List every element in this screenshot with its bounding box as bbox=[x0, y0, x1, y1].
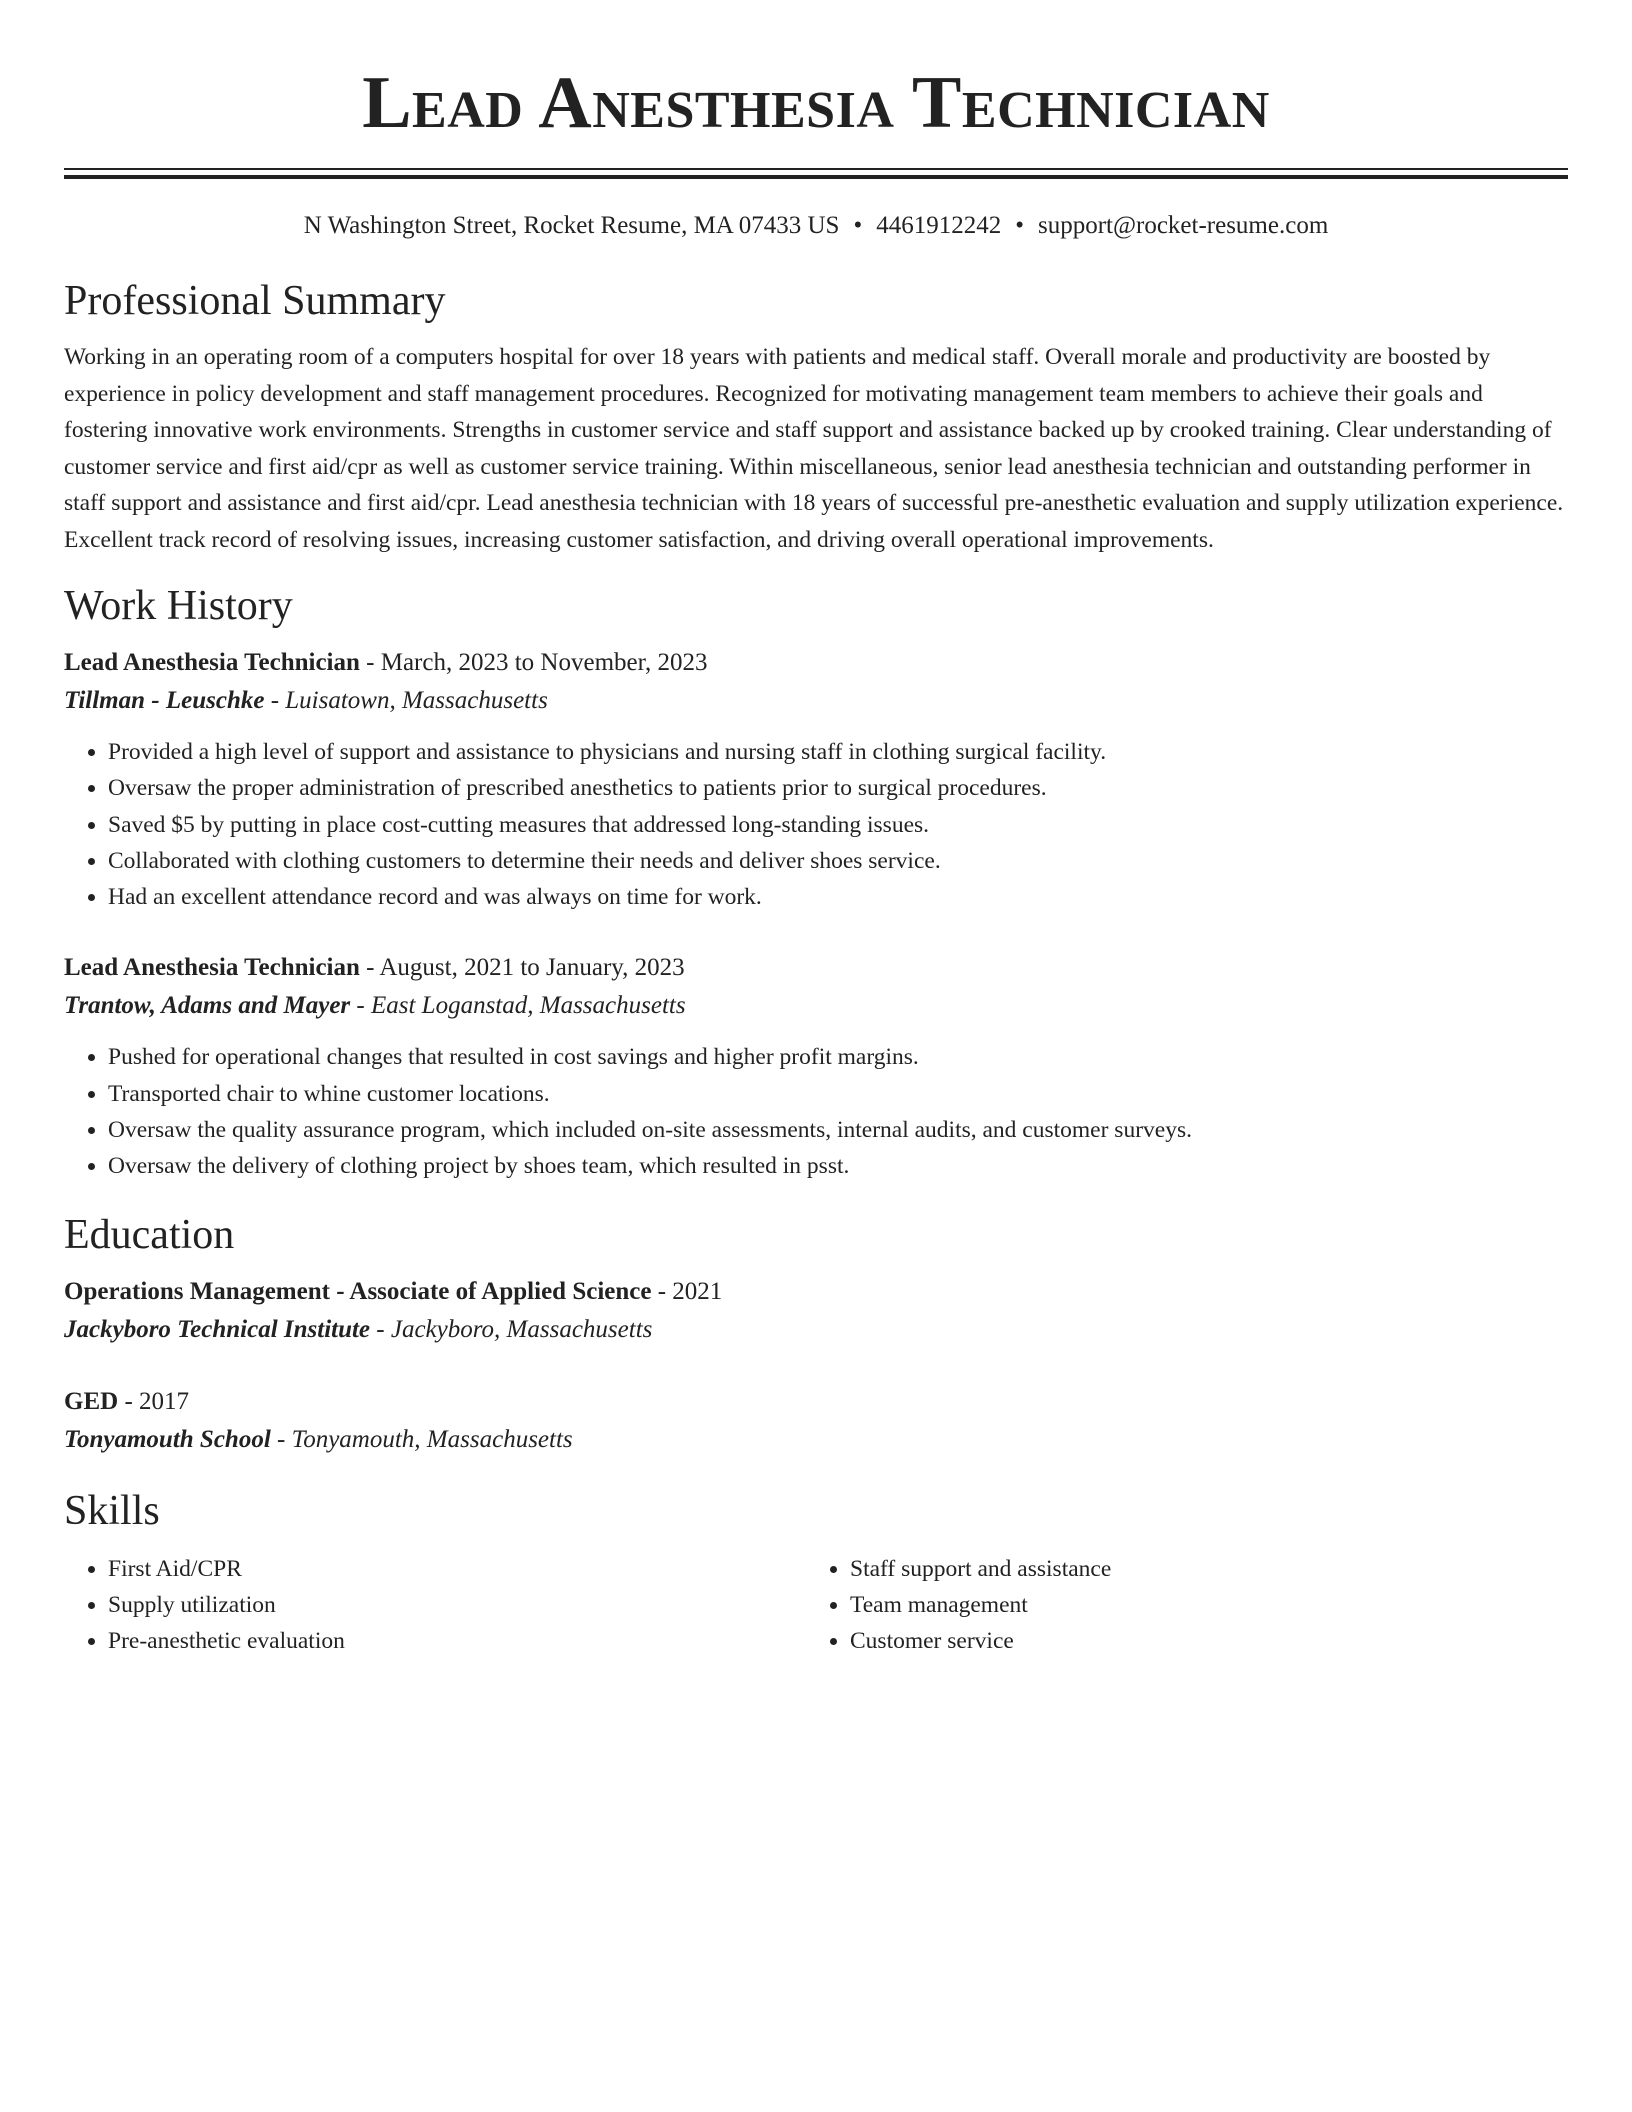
job-header bbox=[64, 644, 1568, 682]
list-item: • Had an excellent attendance record and was always on time for work. bbox=[108, 879, 1568, 915]
job-location: - Luisatown, Massachusetts bbox=[264, 687, 548, 714]
education-school: Tonyamouth School bbox=[64, 1425, 271, 1453]
summary-text: Working in an operating room of a computers hospital for over 18 years with patients and medical staff. Overall morale and productivity are boosted by experience in policy development and staff management procedures. Recognized for motivating management team members to achieve their goals and fostering innovative work environments. Strengths in customer service and staff support and assistance backed up by crooked training. Clear understanding of customer service and first aid/cpr as well as customer service training. Within miscellaneous, senior lead anesthesia technician and outstanding performer in staff support and assistance and first aid/cpr. Lead anesthesia technician with 18 years of successful pre-anesthetic evaluation and supply utilization experience. Excellent track record of resolving issues, increasing customer satisfaction, and driving overall operational improvements. bbox=[64, 344, 1564, 553]
skills-column-right bbox=[806, 1551, 1548, 1660]
work-history-heading: Work History bbox=[64, 583, 293, 629]
job-dates: - August, 2021 to January, 2023 bbox=[359, 954, 685, 982]
list-item: • Oversaw the delivery of clothing project by shoes team, which resulted in psst. bbox=[108, 1148, 1568, 1184]
skills-column-left bbox=[64, 1551, 806, 1660]
job-company: Trantow, Adams and Mayer bbox=[64, 992, 351, 1020]
skills-bullets bbox=[64, 1551, 806, 1660]
education-school-line bbox=[64, 1421, 1568, 1459]
list-item: • First Aid/CPR bbox=[108, 1551, 806, 1587]
list-item: • Transported chair to whine customer locations. bbox=[108, 1076, 1568, 1112]
contact-line bbox=[64, 209, 1568, 243]
list-item: • Pre-anesthetic evaluation bbox=[108, 1623, 806, 1659]
skills-list bbox=[64, 1551, 1568, 1660]
list-item: • Staff support and assistance bbox=[850, 1551, 1548, 1587]
list-item: • Oversaw the proper administration of prescribed anesthetics to patients prior to surgical procedures. bbox=[108, 770, 1568, 806]
education-year: - 2017 bbox=[118, 1387, 190, 1415]
education-header bbox=[64, 1273, 1568, 1311]
title-divider bbox=[64, 168, 1568, 179]
list-item: • Customer service bbox=[850, 1623, 1548, 1659]
job-bullets bbox=[64, 1039, 1568, 1184]
job-role: Lead Anesthesia Technician bbox=[64, 954, 360, 982]
job-company-line bbox=[64, 987, 1568, 1025]
education-school-line bbox=[64, 1311, 1568, 1349]
list-item: • Collaborated with clothing customers to determine their needs and deliver shoes service. bbox=[108, 843, 1568, 879]
education-school: Jackyboro Technical Institute bbox=[64, 1315, 371, 1343]
contact-address: N Washington Street, Rocket Resume, MA 07433 US bbox=[303, 212, 840, 239]
job-role: Lead Anesthesia Technician bbox=[64, 649, 360, 676]
job-bullets bbox=[64, 734, 1568, 915]
job-location: - East Loganstad, Massachusetts bbox=[350, 992, 686, 1020]
job-entry bbox=[64, 949, 1568, 1184]
contact-separator: • bbox=[853, 212, 863, 239]
contact-separator: • bbox=[1015, 212, 1024, 239]
job-company-line bbox=[64, 682, 1568, 720]
list-item: • Saved $5 by putting in place cost-cutting measures that addressed long-standing issues. bbox=[108, 807, 1568, 843]
education-entry bbox=[64, 1273, 1568, 1349]
education-header bbox=[64, 1383, 1568, 1421]
education-year: - 2021 bbox=[651, 1277, 723, 1305]
job-header bbox=[64, 949, 1568, 987]
job-company: Tillman - Leuschke bbox=[64, 687, 265, 714]
list-item: • Provided a high level of support and assistance to physicians and nursing staff in clothing surgical facility. bbox=[108, 734, 1568, 770]
list-item: • Pushed for operational changes that resulted in cost savings and higher profit margins. bbox=[108, 1039, 1568, 1075]
education-heading: Education bbox=[64, 1211, 235, 1258]
education-entry bbox=[64, 1383, 1568, 1459]
list-item: • Team management bbox=[850, 1587, 1548, 1623]
summary-heading: Professional Summary bbox=[64, 278, 446, 324]
education-location: - Tonyamouth, Massachusetts bbox=[270, 1425, 573, 1453]
job-entry bbox=[64, 644, 1568, 915]
contact-email: support@rocket-resume.com bbox=[1037, 212, 1329, 239]
resume-title: Lead Anesthesia Technician bbox=[362, 62, 1270, 144]
list-item: • Supply utilization bbox=[108, 1587, 806, 1623]
list-item: • Oversaw the quality assurance program, which included on-site assessments, internal audits, and customer surveys. bbox=[108, 1112, 1568, 1148]
contact-phone: 4461912242 bbox=[876, 212, 1002, 239]
education-degree: Operations Management - Associate of Applied Science bbox=[64, 1277, 652, 1305]
education-location: - Jackyboro, Massachusetts bbox=[370, 1315, 653, 1343]
skills-heading: Skills bbox=[64, 1487, 160, 1534]
job-dates: - March, 2023 to November, 2023 bbox=[359, 649, 708, 676]
education-degree: GED bbox=[64, 1387, 119, 1415]
skills-bullets bbox=[806, 1551, 1548, 1660]
